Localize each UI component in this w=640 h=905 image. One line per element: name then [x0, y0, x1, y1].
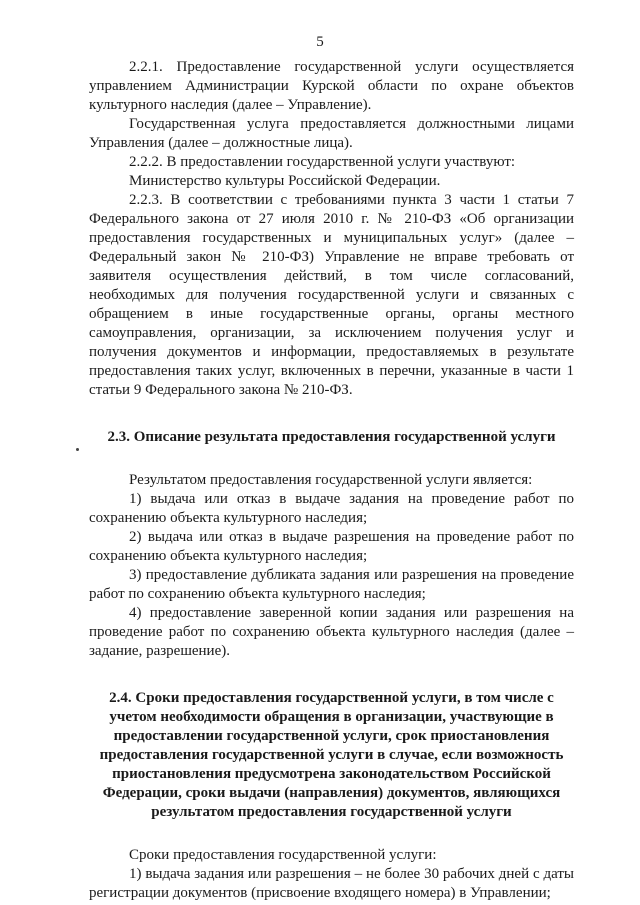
- spacer: [89, 822, 574, 846]
- result-item-4: 4) предоставление заверенной копии задания или разрешения на проведение работ по сохранению объекта культурного наследия (далее – задание, разрешение).: [89, 605, 574, 659]
- result-item-3: 3) предоставление дубликата задания или разрешения на проведение работ по сохранению объекта культурного наследия;: [89, 567, 574, 602]
- paragraph-ministry: Министерство культуры Российской Федерации.: [129, 173, 441, 189]
- section-2-4-intro: Сроки предоставления государственной услуги:: [129, 847, 437, 863]
- deadline-item-1: 1) выдача задания или разрешения – не более 30 рабочих дней с даты регистрации документов (присвоение входящего номера) в Управлении;: [89, 866, 574, 901]
- paragraph-officials: Государственная услуга предоставляется должностными лицами Управления (далее – должностные лица).: [89, 116, 574, 151]
- paragraph-2-2-1: 2.2.1. Предоставление государственной услуги осуществляется управлением Администрации Курской области по охране объектов культурного наследия (далее – Управление).: [89, 59, 574, 113]
- section-heading-2-3: 2.3. Описание результата предоставления государственной услуги: [107, 429, 556, 445]
- page-number: 5: [316, 34, 324, 50]
- result-item-1: 1) выдача или отказ в выдаче задания на проведение работ по сохранению объекта культурного наследия;: [89, 491, 574, 526]
- document-body: [89, 58, 574, 903]
- section-2-3-intro: Результатом предоставления государственной услуги является:: [129, 472, 533, 488]
- section-heading-2-4: 2.4. Сроки предоставления государственной услуги, в том числе с учетом необходимости обращения в организации, участвующие в предоставлении государственной услуги, срок приостановления предоставления государственной услуги в случае, если возможность приостановления предусмотрена законодательством Российской Федерации, сроки выдачи (направления) документов, являющихся результатом предоставления государственной услуги: [99, 690, 564, 820]
- scan-speck: [76, 448, 79, 451]
- paragraph-2-2-3: 2.2.3. В соответствии с требованиями пункта 3 части 1 статьи 7 Федерального закона от 27 июля 2010 г. № 210-ФЗ «Об организации предоставления государственных и муниципальных услуг» (далее – Федеральный закон № 210-ФЗ) Управление не вправе требовать от заявителя осуществления действий, в том числе согласований, необходимых для получения государственной услуги и связанных с обращением в иные государственные органы, органы местного самоуправления, организации, за исключением получения услуг и получения документов и информации, предоставляемых в результате предоставления таких услуг, включенных в перечни, указанные в части 1 статьи 9 Федерального закона № 210-ФЗ.: [89, 192, 574, 398]
- result-item-2: 2) выдача или отказ в выдаче разрешения на проведение работ по сохранению объекта культурного наследия;: [89, 529, 574, 564]
- spacer: [89, 661, 574, 689]
- spacer: [89, 400, 574, 428]
- spacer: [89, 447, 574, 471]
- paragraph-2-2-2: 2.2.2. В предоставлении государственной услуги участвуют:: [129, 154, 516, 170]
